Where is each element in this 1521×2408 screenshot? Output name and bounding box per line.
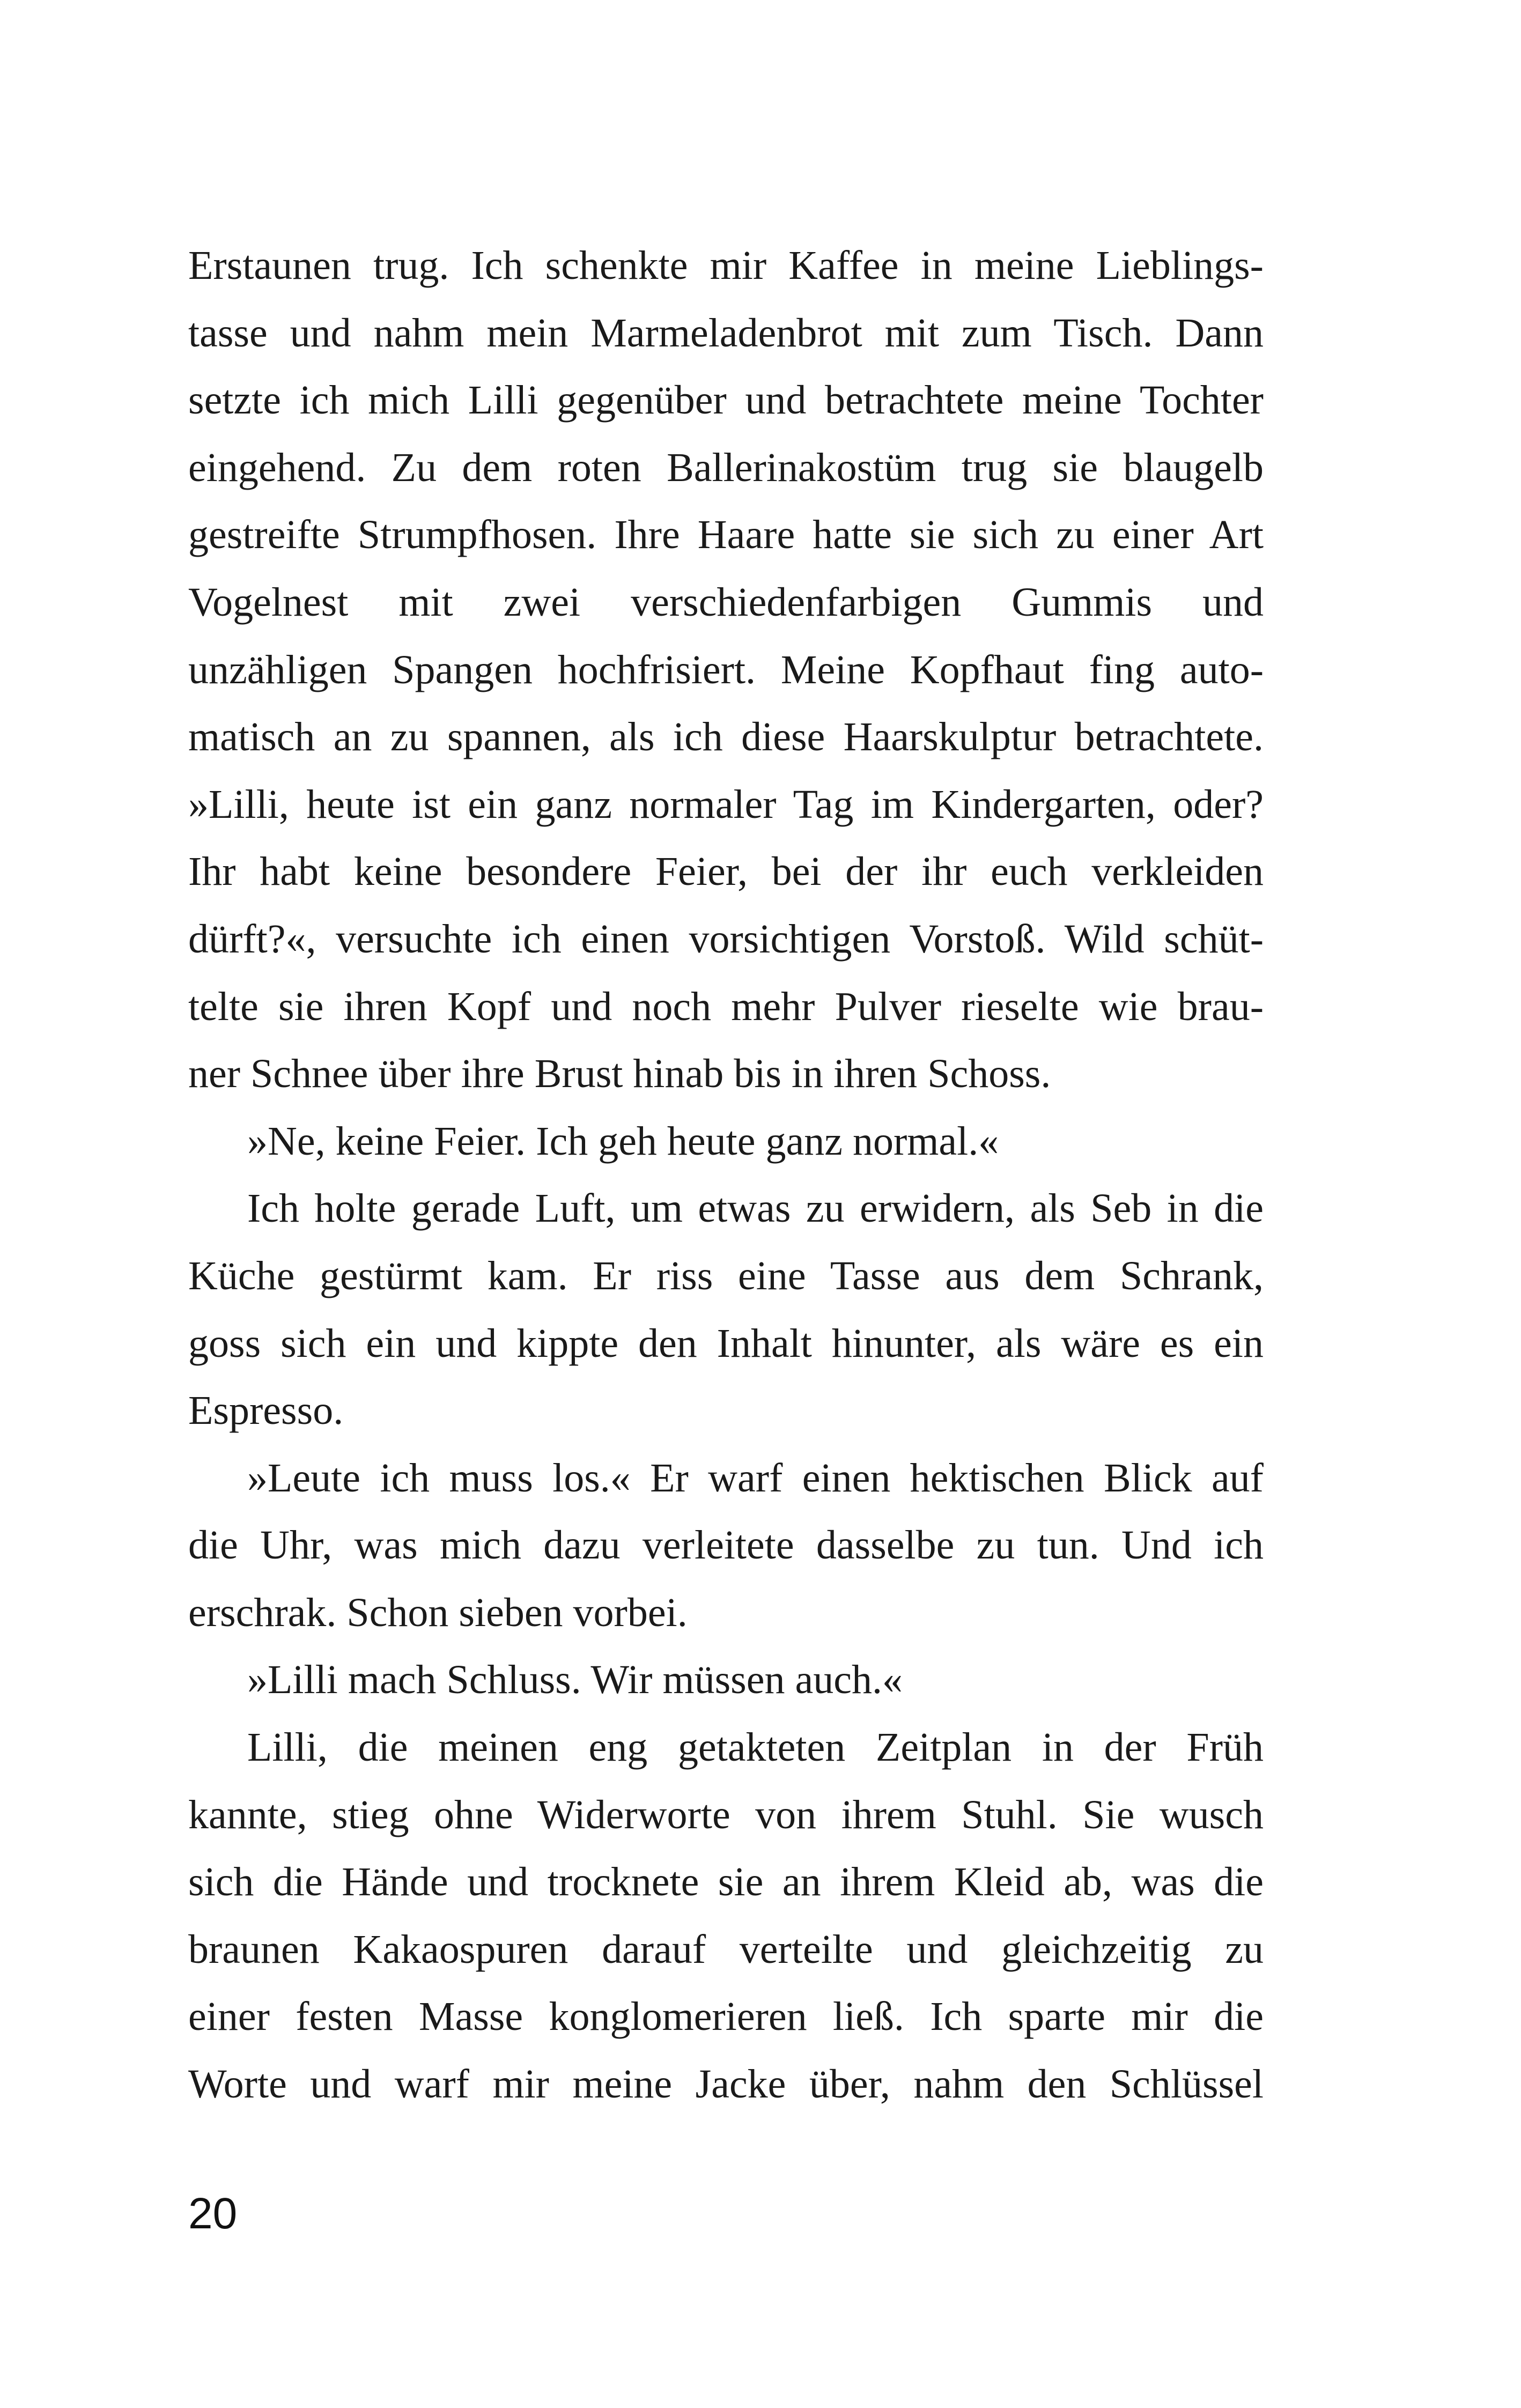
text-line: setzte ich mich Lilli gegenüber und betrachtete meine Tochter <box>188 378 1264 423</box>
text-line: Erstaunen trug. Ich schenkte mir Kaffee in meine Lieblings- <box>188 243 1264 288</box>
text-line: Lilli, die meinen eng getakteten Zeitplan in der Früh <box>247 1725 1264 1770</box>
text-line: Ich holte gerade Luft, um etwas zu erwidern, als Seb in die <box>247 1186 1264 1231</box>
text-line: sich die Hände und trocknete sie an ihrem Kleid ab, was die <box>188 1859 1264 1905</box>
text-line: gestreifte Strumpfhosen. Ihre Haare hatte sie sich zu einer Art <box>188 512 1264 558</box>
text-line: ner Schnee über ihre Brust hinab bis in ihren Schoss. <box>188 1051 1051 1097</box>
text-line: Espresso. <box>188 1388 344 1434</box>
body-text <box>188 232 1264 2118</box>
text-line: »Lilli mach Schluss. Wir müssen auch.« <box>247 1657 903 1703</box>
text-line: »Leute ich muss los.« Er warf einen hektischen Blick auf <box>247 1455 1264 1501</box>
text-line: unzähligen Spangen hochfrisiert. Meine Kopfhaut fing auto- <box>188 647 1264 692</box>
text-line: Küche gestürmt kam. Er riss eine Tasse aus dem Schrank, <box>188 1253 1264 1298</box>
text-line: »Ne, keine Feier. Ich geh heute ganz normal.« <box>247 1118 999 1164</box>
text-line: matisch an zu spannen, als ich diese Haarskulptur betrachtete. <box>188 714 1264 760</box>
text-line: tasse und nahm mein Marmeladenbrot mit zum Tisch. Dann <box>188 310 1264 356</box>
text-line: Ihr habt keine besondere Feier, bei der ihr euch verkleiden <box>188 849 1264 895</box>
text-line: telte sie ihren Kopf und noch mehr Pulver rieselte wie brau- <box>188 984 1264 1029</box>
text-line: die Uhr, was mich dazu verleitete dasselbe zu tun. Und ich <box>188 1523 1264 1568</box>
text-line: erschrak. Schon sieben vorbei. <box>188 1590 688 1635</box>
text-line: einer festen Masse konglomerieren ließ. Ich sparte mir die <box>188 1994 1264 2040</box>
text-line: Worte und warf mir meine Jacke über, nahm den Schlüssel <box>188 2062 1264 2107</box>
page-number: 20 <box>188 2189 238 2238</box>
text-line: eingehend. Zu dem roten Ballerinakostüm trug sie blaugelb <box>188 445 1264 490</box>
text-line: dürft?«, versuchte ich einen vorsichtigen Vorstoß. Wild schüt- <box>188 916 1264 962</box>
text-line: goss sich ein und kippte den Inhalt hinunter, als wäre es ein <box>188 1320 1264 1366</box>
text-line: braunen Kakaospuren darauf verteilte und gleichzeitig zu <box>188 1926 1264 1972</box>
text-line: Vogelnest mit zwei verschiedenfarbigen Gummis und <box>188 579 1264 625</box>
text-line: kannte, stieg ohne Widerworte von ihrem Stuhl. Sie wusch <box>188 1792 1264 1837</box>
text-line: »Lilli, heute ist ein ganz normaler Tag im Kindergarten, oder? <box>188 781 1264 827</box>
